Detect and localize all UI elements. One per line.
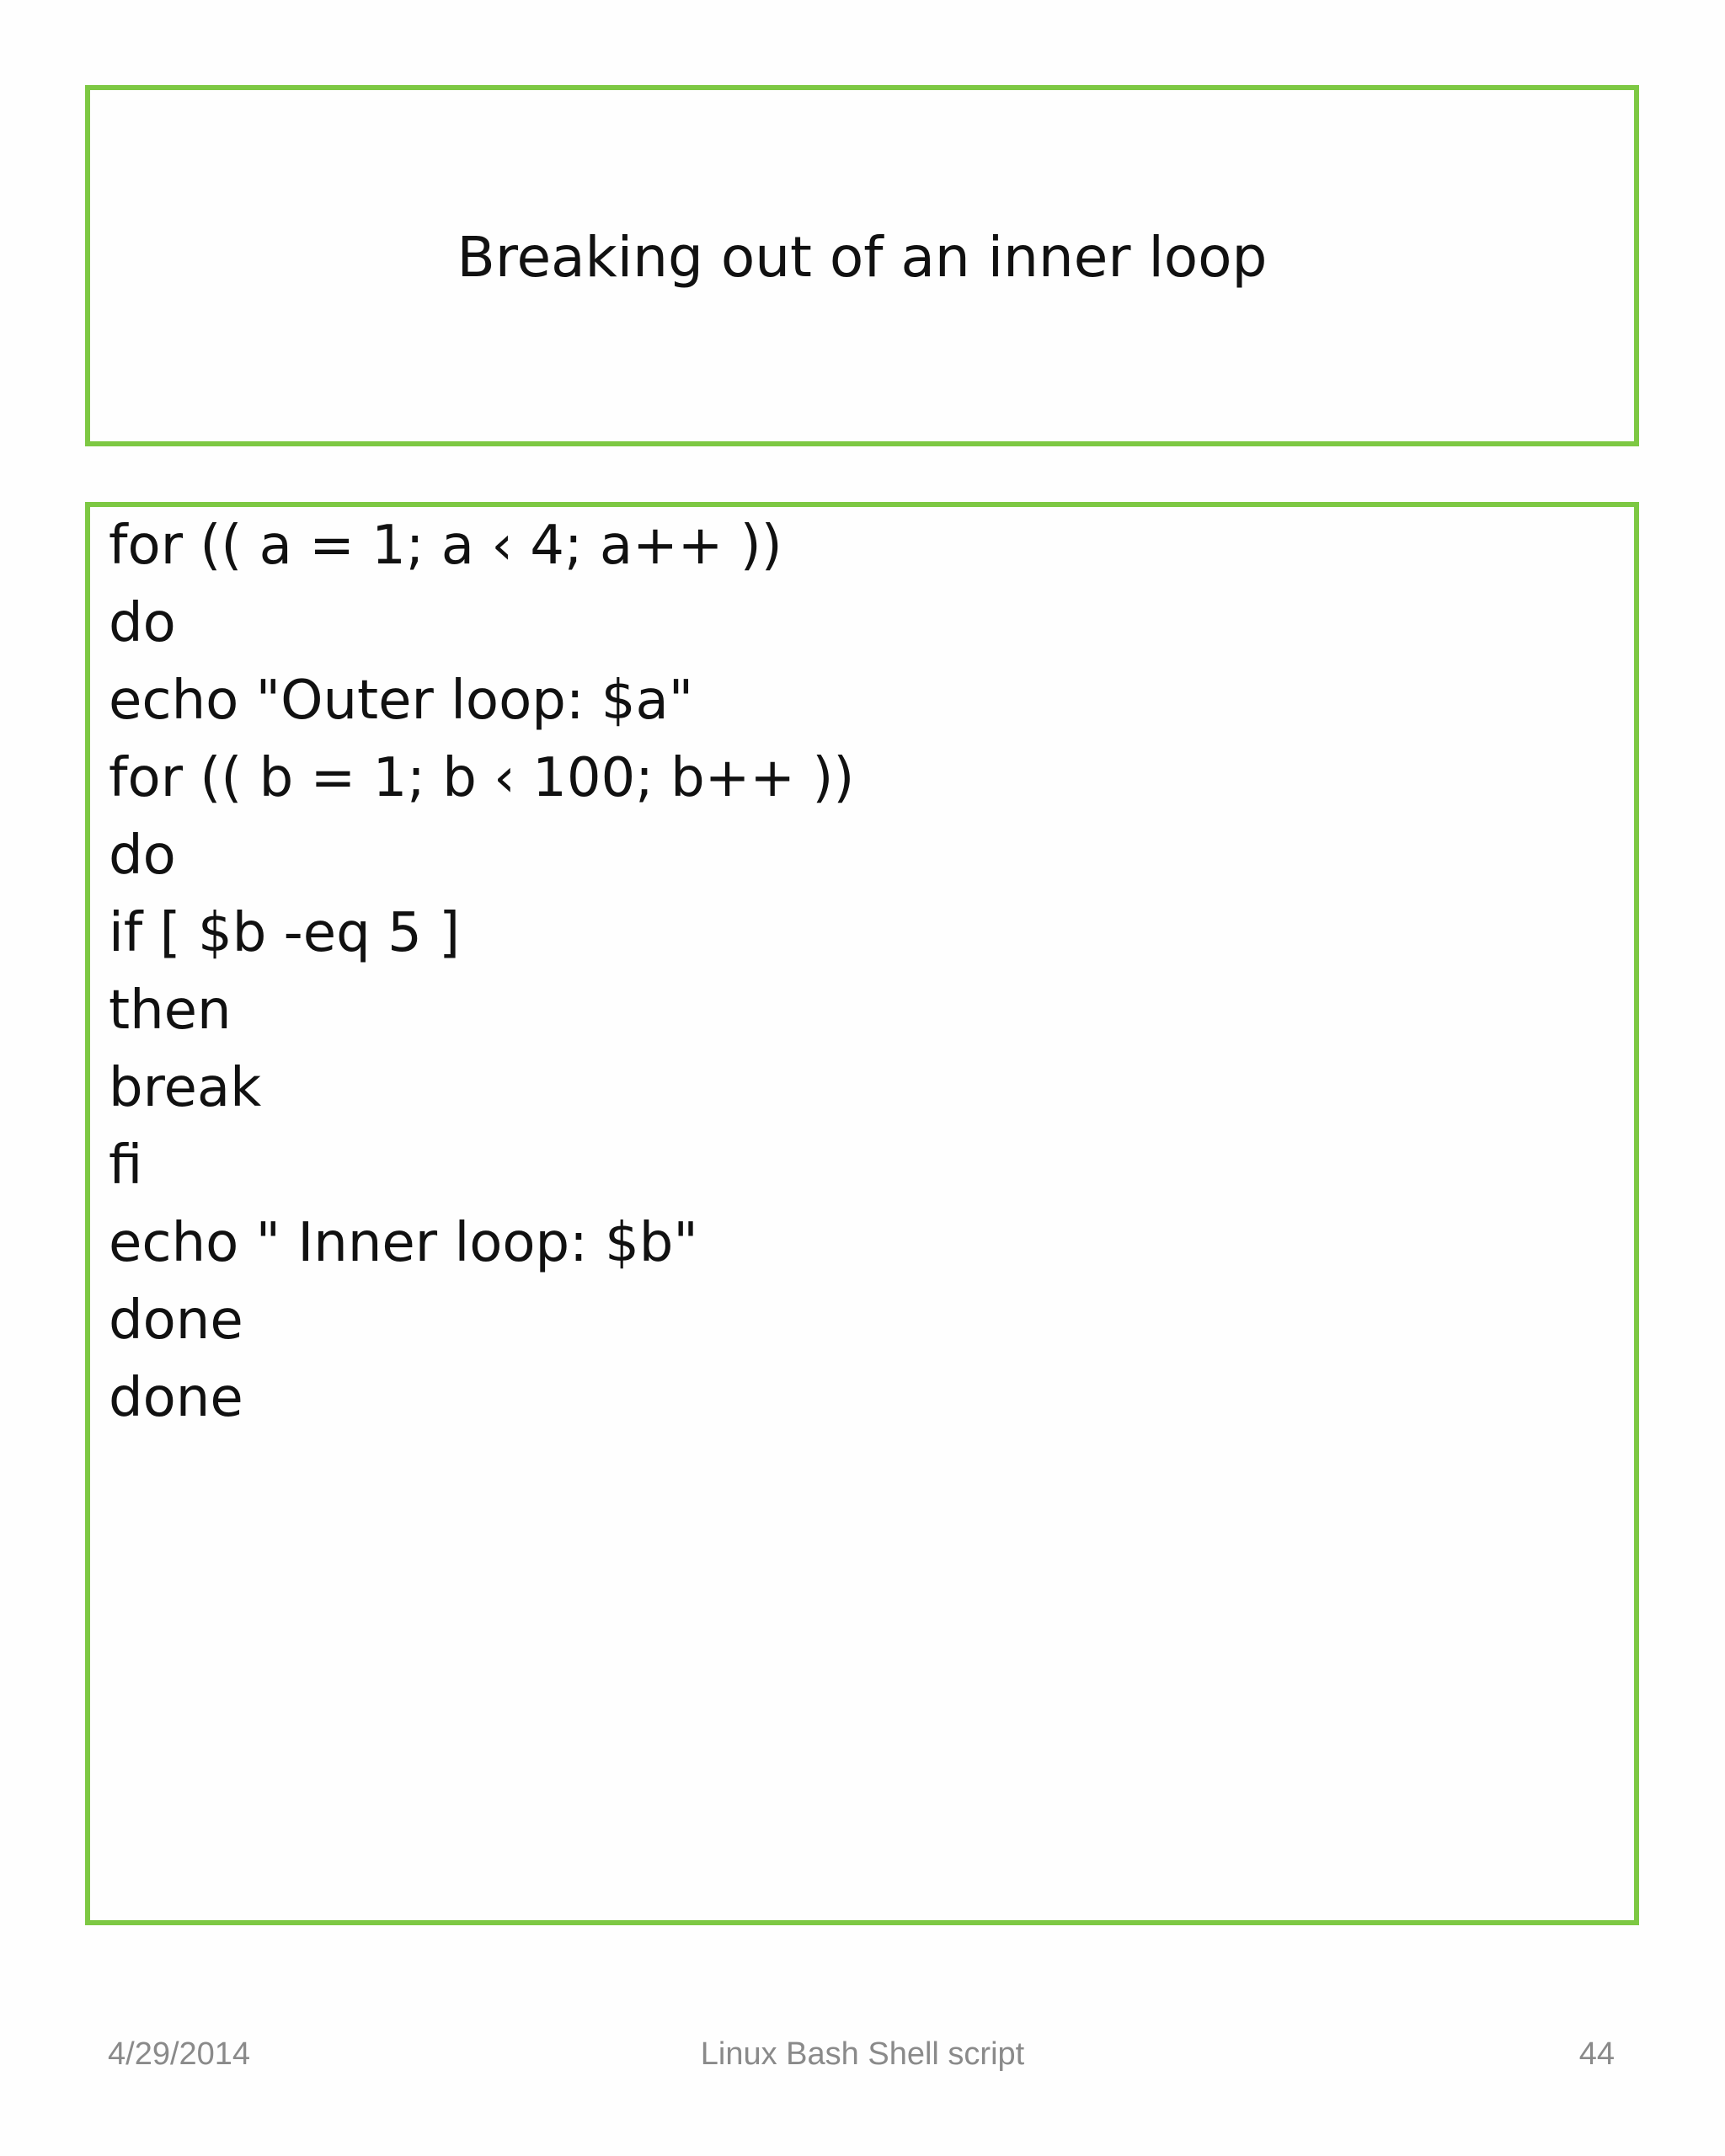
code-line: break (109, 1057, 262, 1119)
code-line: fi (109, 1134, 143, 1197)
code-line: if [ $b -eq 5 ] (109, 902, 461, 964)
code-line: do (109, 825, 176, 887)
slide-title: Breaking out of an inner loop (457, 224, 1268, 290)
code-line: then (109, 979, 232, 1042)
code-line: echo " Inner loop: $b" (109, 1212, 698, 1274)
page-number: 44 (1578, 2036, 1615, 2072)
code-block (109, 507, 854, 1437)
footer-title: Linux Bash Shell script (700, 2036, 1025, 2072)
title-box (85, 85, 1639, 446)
code-box (85, 502, 1639, 1925)
code-line: done (109, 1289, 243, 1352)
code-line: done (109, 1367, 243, 1429)
code-line: for (( b = 1; b ‹ 100; b++ )) (109, 747, 855, 809)
footer-date: 4/29/2014 (108, 2036, 251, 2072)
code-line: for (( a = 1; a ‹ 4; a++ )) (109, 515, 782, 577)
code-line: echo "Outer loop: $a" (109, 670, 694, 732)
code-line: do (109, 592, 176, 654)
